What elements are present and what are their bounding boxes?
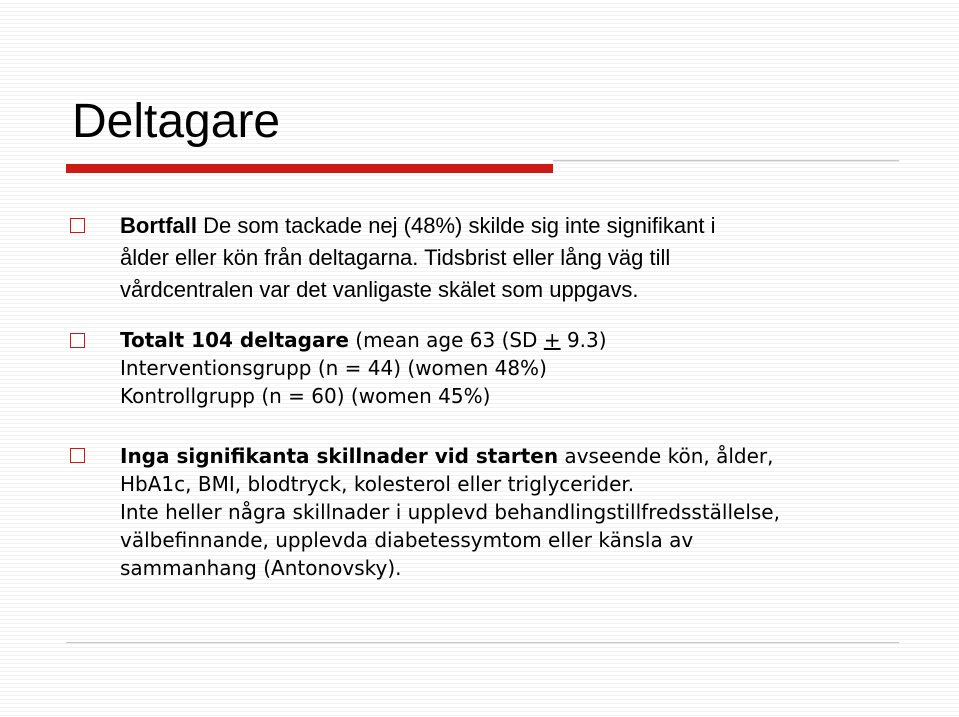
hollow-square-icon <box>70 333 85 348</box>
title-underline-rule <box>553 160 899 162</box>
bullet-line: sammanhang (Antonovsky). <box>120 556 402 580</box>
bullet-skillnader <box>120 442 920 582</box>
bullet-deltagare <box>120 326 920 410</box>
bullet-text: avseende kön, ålder, <box>558 444 774 468</box>
bullet-text: 9.3) <box>560 328 607 352</box>
bullet-line: Interventionsgrupp (n = 44) (women 48%) <box>120 356 547 380</box>
bullet-line <box>120 442 920 470</box>
bullet-line <box>120 210 920 242</box>
bullet-lead: Inga signifikanta skillnader vid starten <box>120 444 559 468</box>
bullet-line: HbA1c, BMI, blodtryck, kolesterol eller triglycerider. <box>120 472 635 496</box>
bullet-bortfall <box>120 210 920 306</box>
bullet-line: välbefinnande, upplevda diabetessymtom eller känsla av <box>120 528 694 552</box>
title-underline-accent <box>66 164 553 173</box>
page-title: Deltagare <box>72 95 281 148</box>
bullet-line: Kontrollgrupp (n = 60) (women 45%) <box>120 384 491 408</box>
bullet-text: (mean age 63 (SD <box>348 328 544 352</box>
bullet-lead: Totalt 104 deltagare <box>120 328 349 352</box>
bullet-lead: Bortfall <box>120 213 197 238</box>
bullet-line: ålder eller kön från deltagarna. Tidsbrist eller lång väg till <box>120 245 671 270</box>
bullet-line: Inte heller några skillnader i upplevd behandlingstillfredsställelse, <box>120 500 780 524</box>
bullet-text: De som tackade nej (48%) skilde sig inte signifikant i <box>197 213 716 238</box>
hollow-square-icon <box>70 218 85 233</box>
plus-minus-symbol: + <box>543 328 561 352</box>
footer-rule <box>66 642 899 644</box>
bullet-line <box>120 326 920 354</box>
hollow-square-icon <box>70 448 85 463</box>
bullet-line: vårdcentralen var det vanligaste skälet som uppgavs. <box>120 277 639 302</box>
